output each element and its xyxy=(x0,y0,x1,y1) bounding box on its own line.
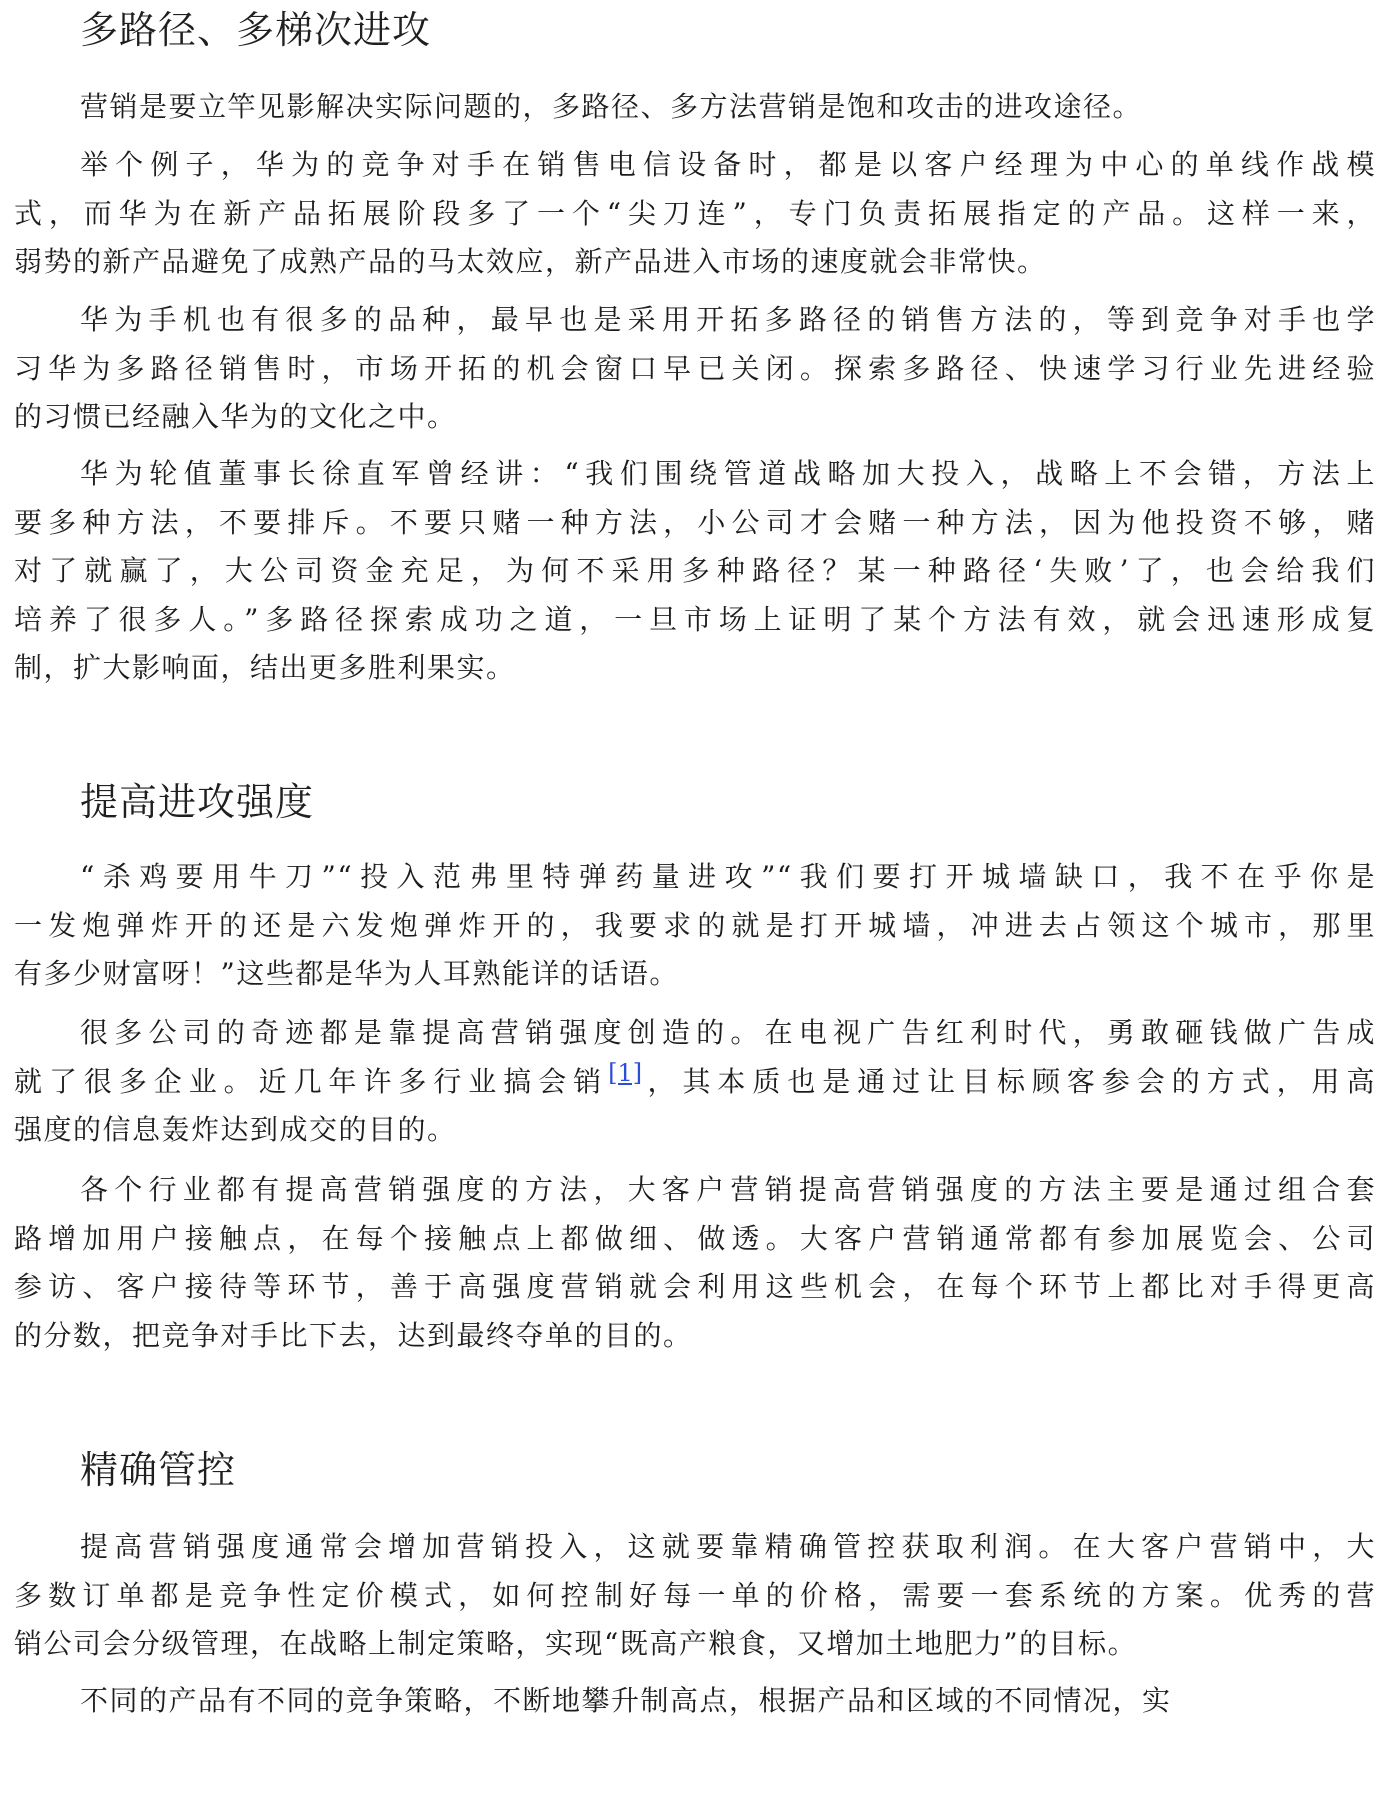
paragraph-line: 习华为多路径销售时，市场开拓的机会窗口早已关闭。探索多路径、快速学习行业先进经验 xyxy=(14,351,1376,385)
line-text: ，其本质也是通过让目标顾客参会的方式，用高 xyxy=(642,1064,1376,1098)
paragraph-line: 不同的产品有不同的竞争策略，不断地攀升制高点，根据产品和区域的不同情况，实 xyxy=(80,1684,1172,1717)
paragraph-line: 一发炮弹炸开的还是六发炮弹炸开的，我要求的就是打开城墙，冲进去占领这个城市，那里 xyxy=(14,908,1376,942)
paragraph xyxy=(14,296,1376,442)
paragraph-line: 提高营销强度通常会增加营销投入，这就要靠精确管控获取利润。在大客户营销中，大 xyxy=(80,1530,1376,1563)
paragraph-line: 参访、客户接待等环节，善于高强度营销就会利用这些机会，在每个环节上都比对手得更高 xyxy=(14,1270,1376,1303)
paragraph-line: 营销是要立竿见影解决实际问题的，多路径、多方法营销是饱和攻击的进攻途径。 xyxy=(80,90,1143,123)
paragraph-line: 的习惯已经融入华为的文化之中。 xyxy=(14,400,457,433)
paragraph-line: 路增加用户接触点，在每个接触点上都做细、做透。大客户营销通常都有参加展览会、公司 xyxy=(14,1221,1376,1255)
paragraph-line: 强度的信息轰炸达到成交的目的。 xyxy=(14,1113,457,1146)
paragraph-line: 很多公司的奇迹都是靠提高营销强度创造的。在电视广告红利时代，勇敢砸钱做广告成 xyxy=(80,1016,1376,1049)
section-heading-intensity: 提高进攻强度 xyxy=(80,780,315,824)
paragraph-line: 对了就赢了，大公司资金充足，为何不采用多种路径？某一种路径‘失败’了，也会给我们 xyxy=(14,554,1376,587)
paragraph-line: 多数订单都是竞争性定价模式，如何控制好每一单的价格，需要一套系统的方案。优秀的营 xyxy=(14,1578,1376,1612)
section-heading-precise-control: 精确管控 xyxy=(80,1448,237,1492)
paragraph-line: 华为轮值董事长徐直军曾经讲：“我们围绕管道战略加大投入，战略上不会错，方法上 xyxy=(80,457,1376,490)
paragraph-line: “杀鸡要用牛刀”“投入范弗里特弹药量进攻”“我们要打开城墙缺口，我不在乎你是 xyxy=(80,860,1376,893)
paragraph-line: 举个例子，华为的竞争对手在销售电信设备时，都是以客户经理为中心的单线作战模 xyxy=(80,148,1376,181)
paragraph xyxy=(14,141,1376,287)
paragraph-line: 要多种方法，不要排斥。不要只赌一种方法，小公司才会赌一种方法，因为他投资不够，赌 xyxy=(14,505,1376,539)
line-text: 就了很多企业。近几年许多行业搞会销 xyxy=(14,1064,609,1098)
paragraph-line: 制，扩大影响面，结出更多胜利果实。 xyxy=(14,651,516,684)
section-heading-multi-path: 多路径、多梯次进攻 xyxy=(80,8,432,52)
paragraph xyxy=(14,1523,1376,1669)
paragraph xyxy=(14,1166,1376,1360)
paragraph-line: 各个行业都有提高营销强度的方法，大客户营销提高营销强度的方法主要是通过组合套 xyxy=(80,1173,1376,1206)
paragraph-line: 有多少财富呀！”这些都是华为人耳熟能详的话语。 xyxy=(14,957,679,990)
paragraph-line: 弱势的新产品避免了成熟产品的马太效应，新产品进入市场的速度就会非常快。 xyxy=(14,245,1047,278)
footnote-link[interactable]: [1] xyxy=(608,1058,643,1087)
paragraph-line xyxy=(14,1058,1376,1107)
paragraph-line: 的分数，把竞争对手比下去，达到最终夺单的目的。 xyxy=(14,1318,693,1352)
paragraph xyxy=(14,1009,1376,1155)
paragraph xyxy=(14,853,1376,999)
paragraph-line: 培养了很多人。”多路径探索成功之道，一旦市场上证明了某个方法有效，就会迅速形成复 xyxy=(14,602,1376,636)
paragraph xyxy=(14,450,1376,693)
paragraph-line: 华为手机也有很多的品种，最早也是采用开拓多路径的销售方法的，等到竞争对手也学 xyxy=(80,303,1376,336)
paragraph-line: 式，而华为在新产品拓展阶段多了一个“尖刀连”，专门负责拓展指定的产品。这样一来， xyxy=(14,196,1376,230)
paragraph xyxy=(14,83,1376,132)
paragraph xyxy=(14,1677,1376,1726)
paragraph-line: 销公司会分级管理，在战略上制定策略，实现“既高产粮食，又增加土地肥力”的目标。 xyxy=(14,1627,1138,1660)
